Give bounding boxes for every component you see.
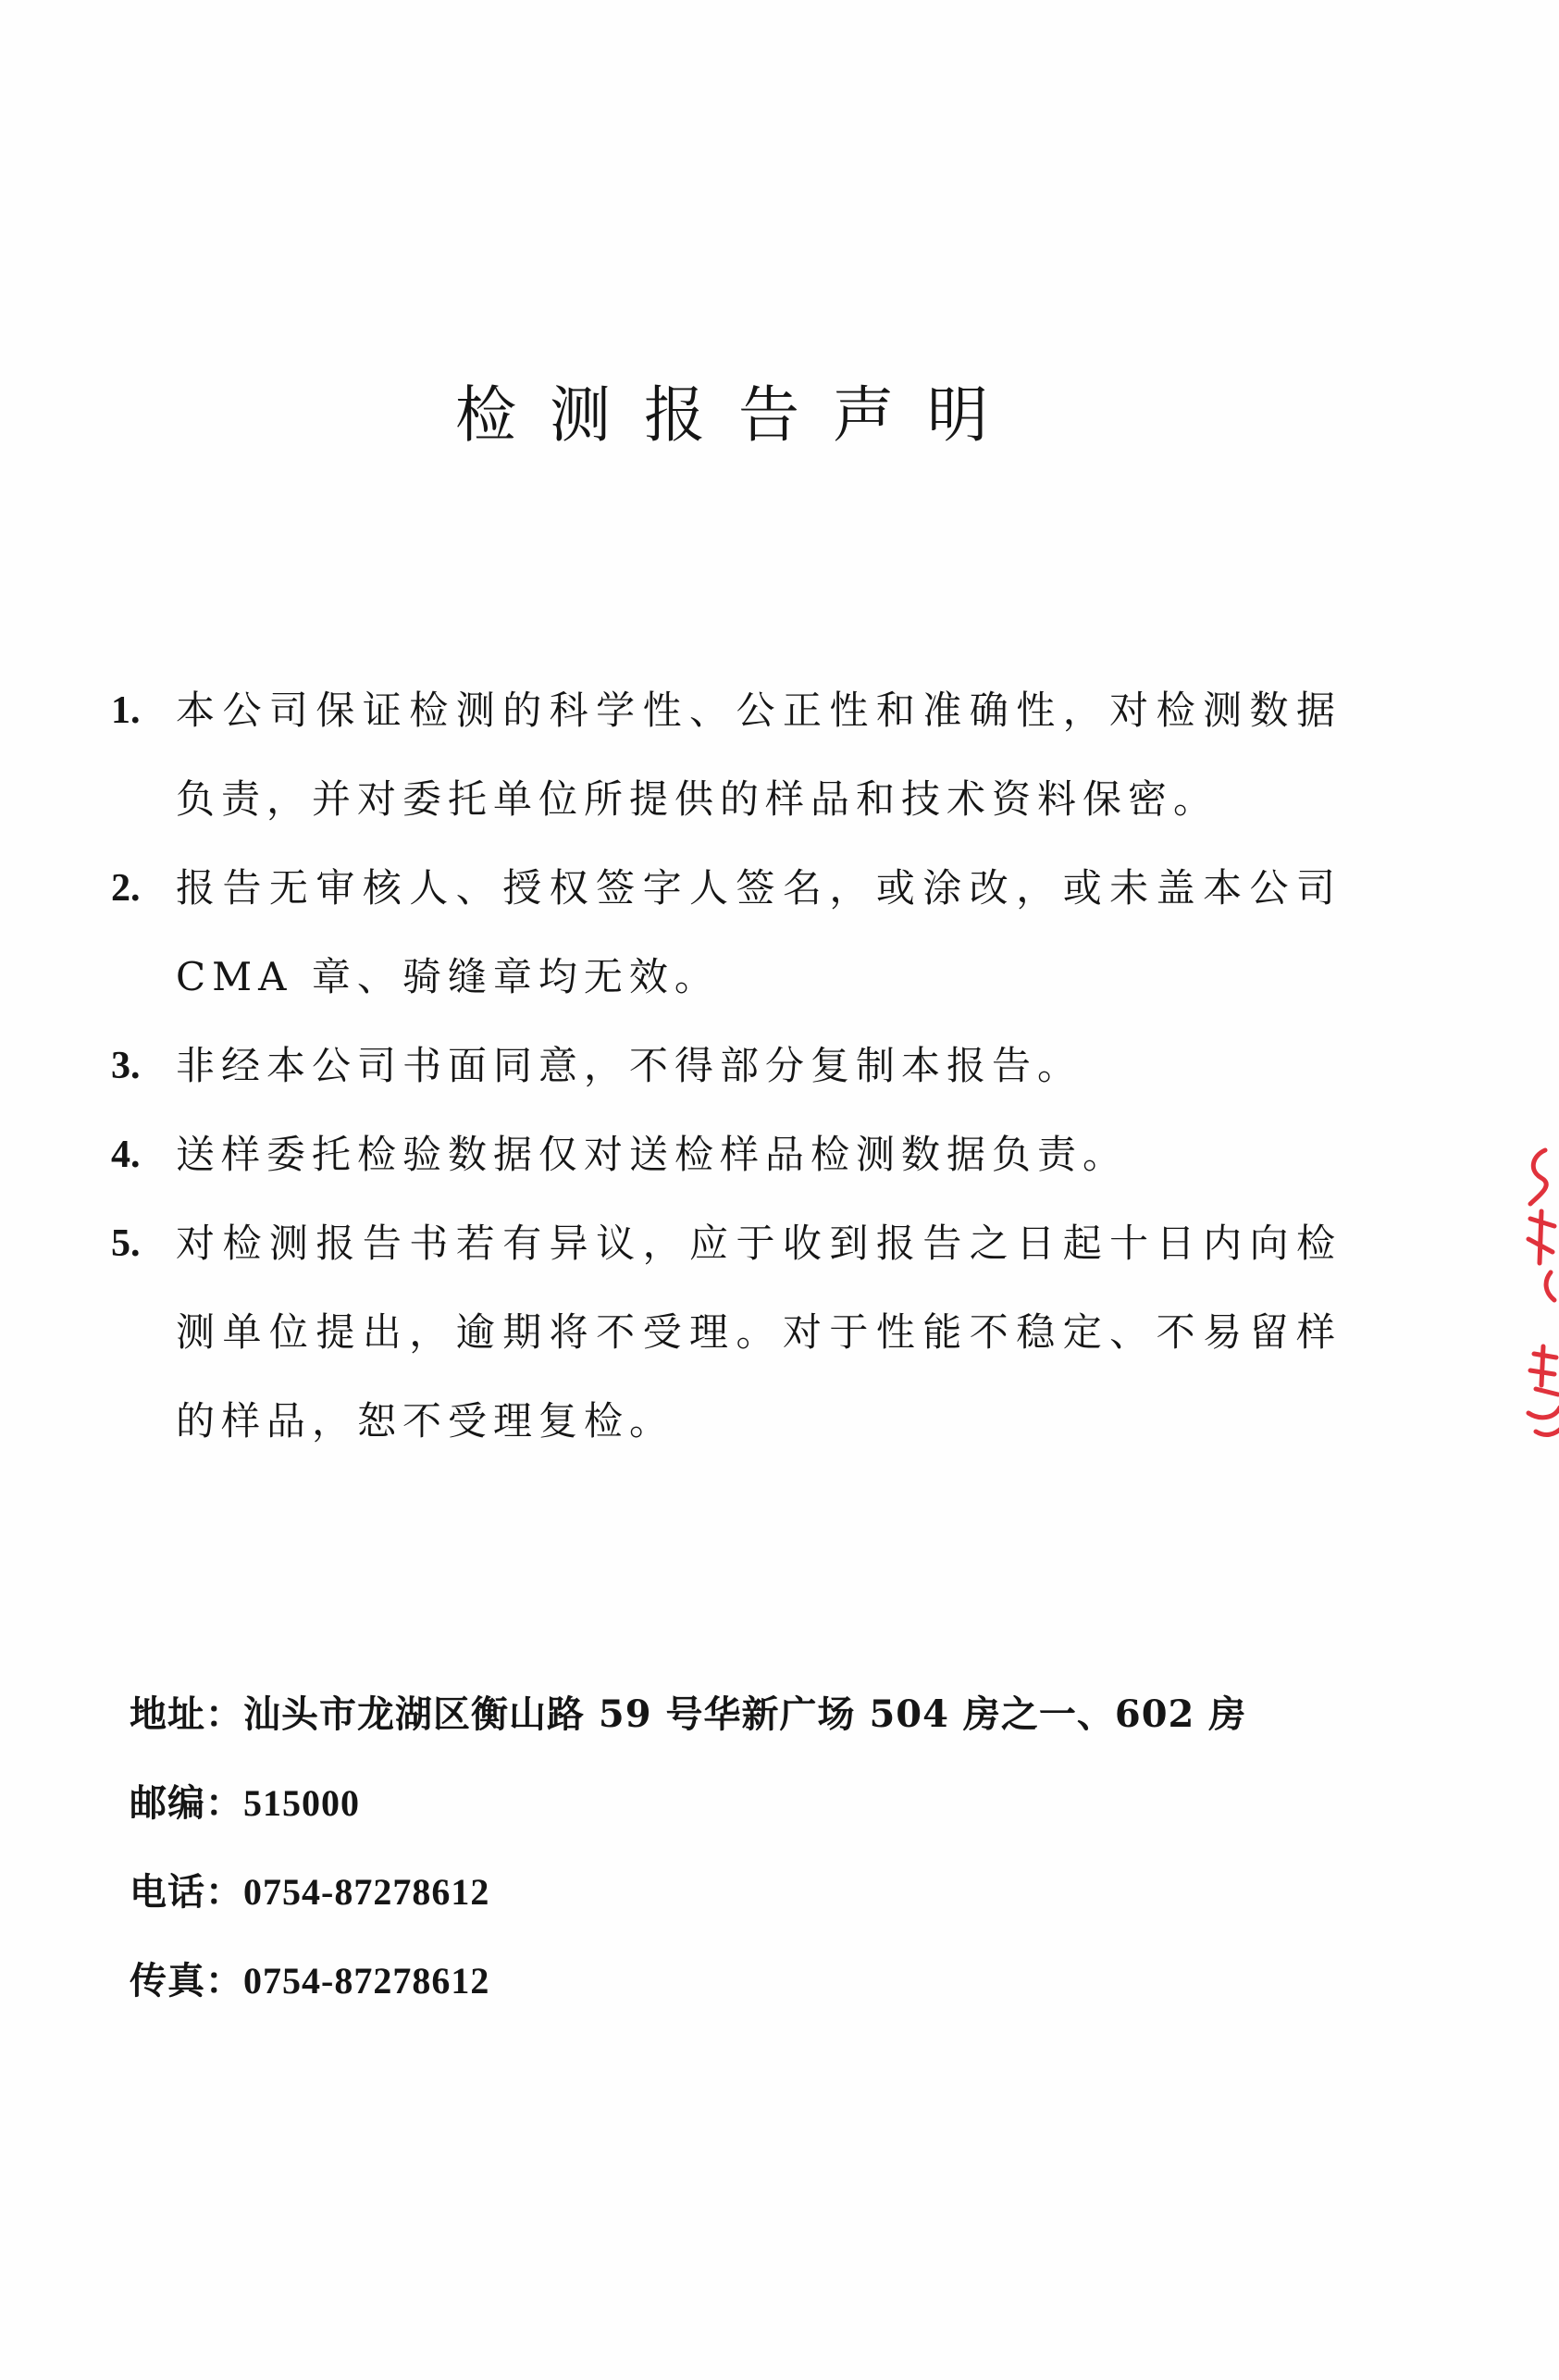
clause-2	[111, 844, 1342, 1022]
clause-number: 4.	[111, 1134, 141, 1176]
address-label: 地址：	[130, 1692, 243, 1736]
clause-text: 本公司保证检测的科学性、公正性和准确性，对检测数据负责，并对委托单位所提供的样品和技术资料保密。	[176, 688, 1342, 822]
clause-3	[111, 1022, 1342, 1110]
address-row	[130, 1670, 1247, 1759]
clause-4	[111, 1110, 1342, 1199]
fax-value: 0754-87278612	[243, 1960, 490, 2002]
declaration-clauses	[111, 666, 1342, 1466]
seam-stamp-fragment	[1517, 1143, 1559, 1457]
clause-text: 对检测报告书若有异议，应于收到报告之日起十日内向检测单位提出，逾期将不受理。对于性能不稳定、不易留样的样品，恕不受理复检。	[176, 1221, 1342, 1444]
phone-row	[130, 1848, 1240, 1937]
fax-label: 传真：	[130, 1959, 243, 2002]
phone-label: 电话：	[130, 1870, 243, 1914]
address-value: 汕头市龙湖区衡山路 59 号华新广场 504 房之一、602 房	[243, 1692, 1247, 1736]
clause-1	[111, 666, 1342, 844]
fax-row	[130, 1937, 1240, 2026]
postcode-value: 515000	[243, 1782, 360, 1824]
clause-5	[111, 1199, 1342, 1466]
clause-number: 2.	[111, 867, 141, 910]
clause-text: 送样委托检验数据仅对送检样品检测数据负责。	[176, 1132, 1129, 1177]
postcode-label: 邮编：	[130, 1781, 243, 1825]
postcode-row	[130, 1759, 1240, 1848]
contact-info	[130, 1670, 1247, 2026]
document-title: 检测报告声明	[455, 379, 1021, 451]
clause-text: 非经本公司书面同意，不得部分复制本报告。	[176, 1043, 1083, 1088]
clause-text: 报告无审核人、授权签字人签名，或涂改，或未盖本公司 CMA 章、骑缝章均无效。	[176, 865, 1342, 999]
clause-number: 3.	[111, 1045, 141, 1087]
clause-number: 5.	[111, 1222, 141, 1265]
phone-value: 0754-87278612	[243, 1871, 490, 1913]
clause-number: 1.	[111, 689, 141, 732]
